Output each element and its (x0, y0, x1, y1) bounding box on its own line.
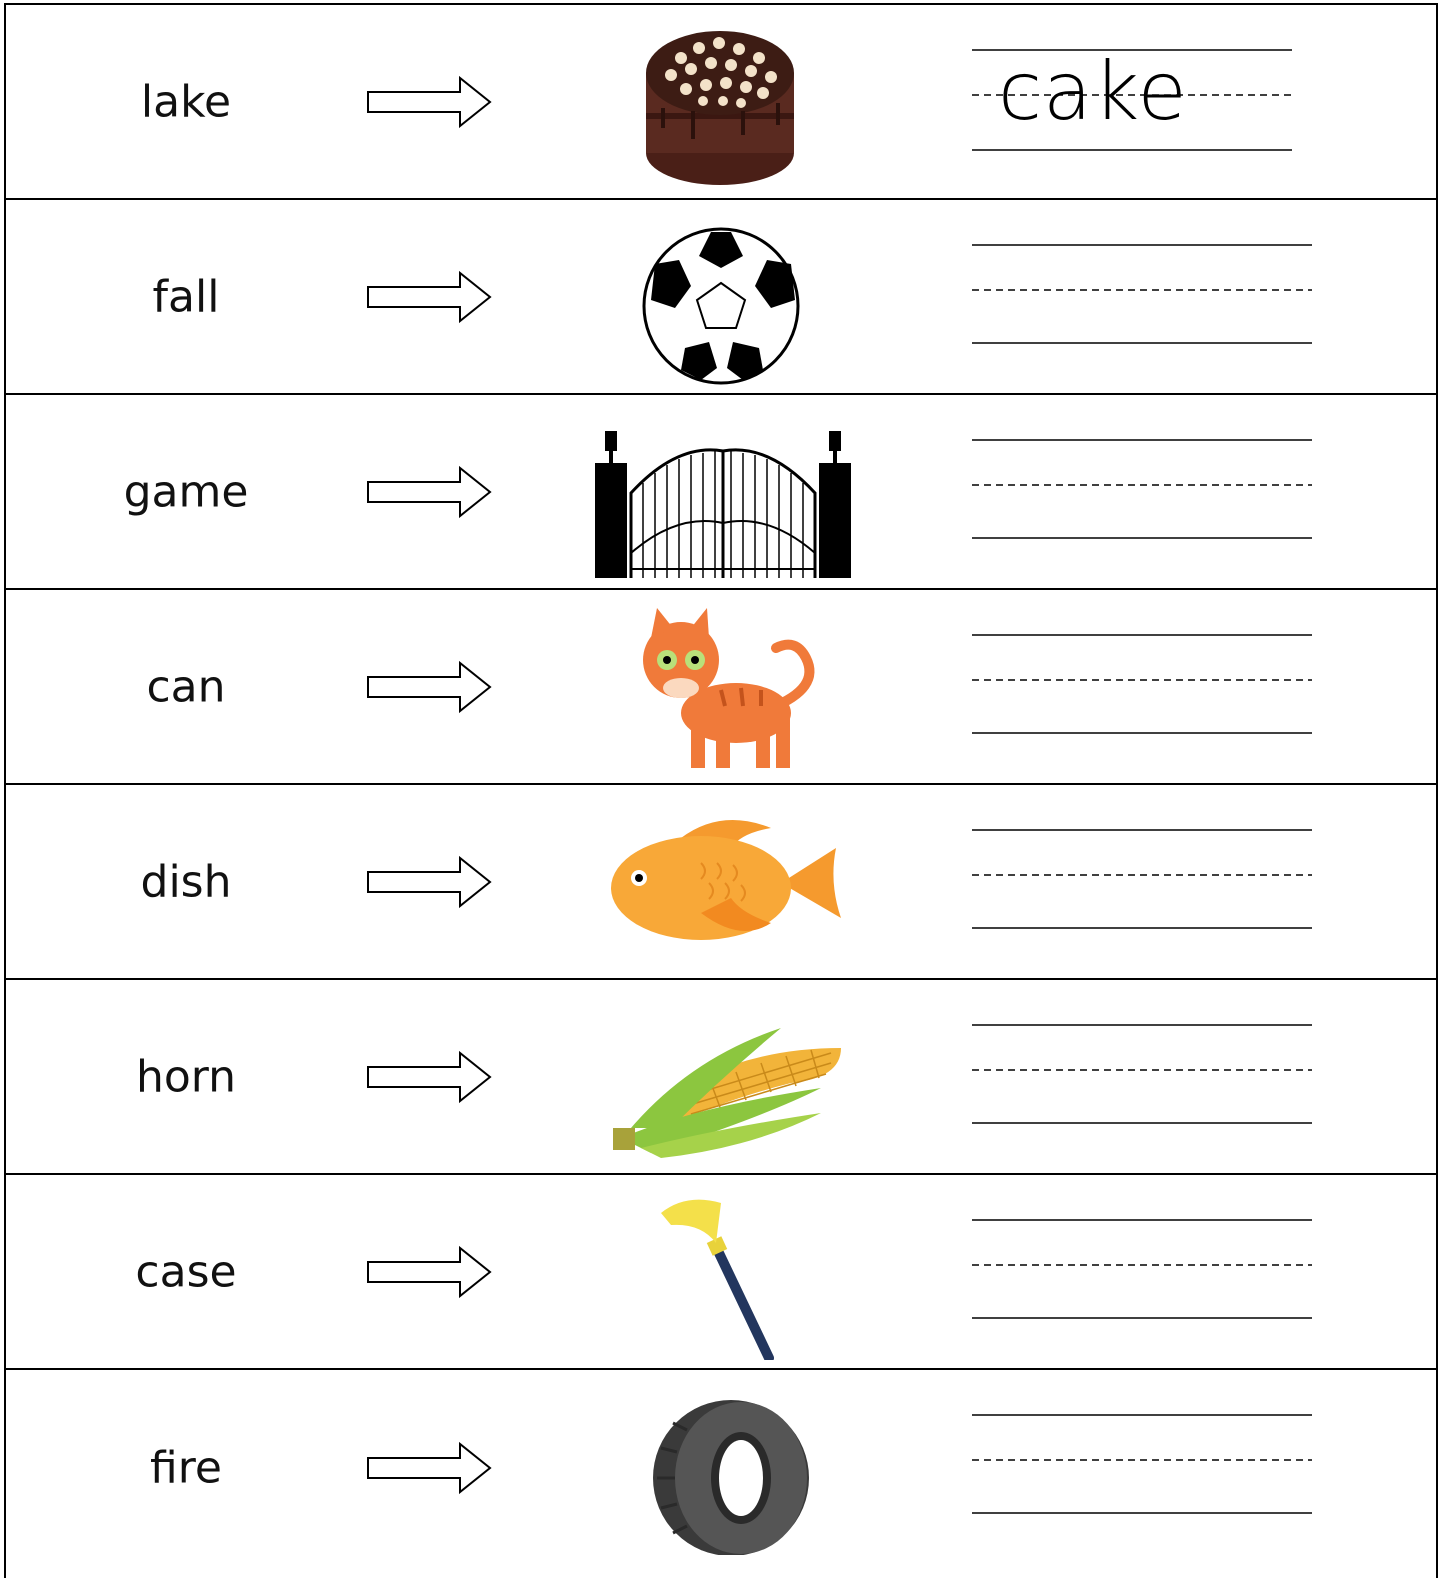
word-prompt: dish (140, 856, 232, 907)
arrow-right-icon (364, 659, 494, 715)
arrow-right-icon (364, 1049, 494, 1105)
word-prompt: fire (150, 1442, 222, 1493)
soccer-ball-icon (591, 208, 856, 385)
word-prompt: lake (140, 76, 232, 127)
handwriting-lines (968, 590, 1313, 785)
word-prompt: fall (152, 271, 220, 322)
word-prompt: game (123, 466, 249, 517)
handwriting-lines (968, 200, 1313, 395)
arrow-right-icon (364, 74, 494, 130)
worksheet-row (6, 980, 1436, 1175)
answer-text: cake (998, 45, 1188, 138)
worksheet-row (6, 590, 1436, 785)
handwriting-lines (968, 1370, 1313, 1565)
handwriting-lines (968, 785, 1313, 980)
cane-icon (591, 1183, 856, 1360)
worksheet-row (6, 200, 1436, 395)
worksheet-row (6, 395, 1436, 590)
arrow-right-icon (364, 854, 494, 910)
fish-icon (591, 793, 856, 970)
handwriting-lines (968, 1175, 1313, 1370)
handwriting-lines (968, 395, 1313, 590)
worksheet-row (6, 1370, 1436, 1565)
handwriting-lines (968, 980, 1313, 1175)
word-prompt: case (135, 1246, 237, 1297)
corn-icon (591, 988, 856, 1165)
tire-icon (591, 1378, 856, 1555)
word-prompt: can (146, 661, 226, 712)
cake-icon (591, 13, 856, 190)
worksheet (4, 3, 1438, 1578)
gate-icon (591, 403, 856, 580)
worksheet-row (6, 5, 1436, 200)
worksheet-row (6, 785, 1436, 980)
arrow-right-icon (364, 1440, 494, 1496)
worksheet-row (6, 1175, 1436, 1370)
word-prompt: horn (135, 1051, 236, 1102)
arrow-right-icon (364, 269, 494, 325)
cat-icon (591, 598, 856, 775)
arrow-right-icon (364, 464, 494, 520)
arrow-right-icon (364, 1244, 494, 1300)
